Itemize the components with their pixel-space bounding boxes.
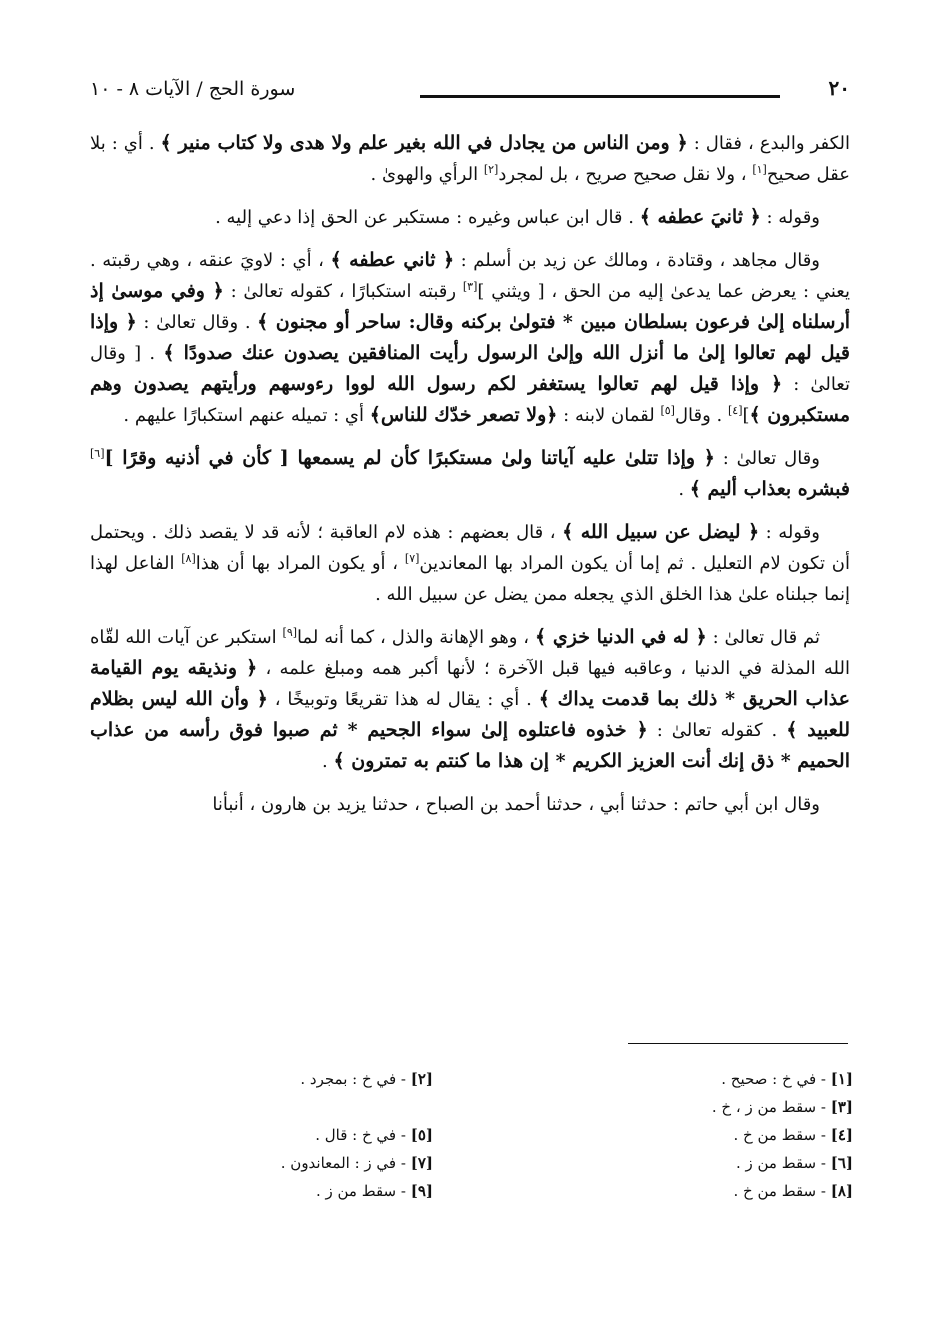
footnote-ref: [٦] bbox=[90, 447, 105, 460]
quran-quote: ﴿ وإذا قيل لهم تعالوا يستغفر لكم رسول الله لووا رءوسهم ورأيتهم يصدون وهم مستكبرون ﴾ bbox=[90, 373, 850, 426]
quran-quote: ﴿ وإذا قيل لهم تعالوا إلىٰ ما أنزل الله وإلىٰ الرسول رأيت المنافقين يصدون عنك صدودًا ﴾ bbox=[90, 311, 850, 364]
footnote-row bbox=[93, 1154, 853, 1182]
footnote-text: - في خ : صحيح . bbox=[721, 1070, 831, 1088]
paragraph bbox=[90, 443, 850, 505]
text-run: . bbox=[678, 479, 690, 500]
text-run: رقبته استكبارًا ، كقوله تعالىٰ : bbox=[223, 281, 463, 302]
text-run: ] bbox=[742, 405, 750, 426]
footnote bbox=[553, 1098, 853, 1116]
footnote-text: - سقط من خ . bbox=[733, 1182, 831, 1200]
footnote bbox=[133, 1070, 433, 1088]
footnote bbox=[133, 1154, 433, 1172]
text-run: أي : تميله عنهم استكبارًا عليهم . bbox=[123, 405, 370, 426]
footnote-number: [٩] bbox=[410, 1182, 433, 1200]
paragraph bbox=[90, 622, 850, 777]
text-run: . قال ابن عباس وغيره : مستكبر عن الحق إذا دعي إليه . bbox=[215, 207, 640, 228]
footnote-ref: [٤] bbox=[728, 404, 743, 417]
footnotes bbox=[93, 1070, 853, 1210]
quran-quote: ﴿ ثانيَ عطفه ﴾ bbox=[639, 206, 761, 228]
quran-quote: ﴿ له في الدنيا خزي ﴾ bbox=[534, 626, 707, 648]
text-run: ، أي : لاويَ عنقه ، وهي رقبته . يعني : يعرض عما يدعىٰ إليه من الحق ، [ ويثني ] bbox=[90, 250, 850, 302]
footnote-text: - في ز : المعاندون . bbox=[280, 1154, 411, 1172]
text-run: . كقوله تعالىٰ : bbox=[647, 720, 787, 741]
text-run: . أي : يقال له هذا تقريعًا وتوبيخًا ، bbox=[267, 689, 539, 710]
quran-quote: ﴿ ثاني عطفه ﴾ bbox=[330, 249, 455, 271]
text-run: . أي : بلا عقل صحيح bbox=[90, 133, 850, 185]
text-run: . وقال تعالىٰ : bbox=[136, 312, 258, 333]
footnote bbox=[133, 1182, 433, 1200]
quran-quote: فبشره بعذاب أليم ﴾ bbox=[689, 478, 850, 500]
footnote-ref: [٨] bbox=[181, 552, 196, 565]
footnote-text: - سقط من ز . bbox=[735, 1154, 831, 1172]
text-run: الفاعل لهذا إنما جبلناه علىٰ هذا الخلق الذي يجعله ممن يضل عن سبيل الله . bbox=[90, 553, 850, 605]
footnote-row bbox=[93, 1126, 853, 1154]
text-run: . [ وقال تعالىٰ : bbox=[90, 343, 850, 395]
text-run: وقوله : bbox=[759, 522, 820, 543]
footnote bbox=[553, 1182, 853, 1200]
text-run: وقال مجاهد ، وقتادة ، ومالك عن زيد بن أسلم : bbox=[454, 250, 820, 271]
text-run: ثم قال تعالىٰ : bbox=[706, 627, 820, 648]
text-run: ، قال بعضهم : هذه لام العاقبة ؛ لأنه قد لا يقصد ذلك . ويحتمل أن تكون لام التعليل . ثم إما أن يكون المراد بها المعاندين bbox=[90, 522, 850, 574]
quran-quote: ﴿ ومن الناس من يجادل في الله بغير علم ولا هدى ولا كتاب منير ﴾ bbox=[160, 132, 688, 154]
footnote-ref: [١] bbox=[752, 163, 767, 176]
quran-quote: ﴿ ونذيقه يوم القيامة عذاب الحريق * ذلك بما قدمت يداك ﴾ bbox=[90, 657, 851, 710]
text-run: وقال تعالىٰ : bbox=[714, 448, 820, 469]
footnote-number: [٨] bbox=[830, 1182, 853, 1200]
text-run: الكفر والبدع ، فقال : bbox=[687, 133, 851, 154]
paragraph bbox=[90, 517, 850, 610]
text-run: . bbox=[322, 751, 334, 772]
footnote-number: [٧] bbox=[410, 1154, 433, 1172]
quran-quote: ﴿ خذوه فاعتلوه إلىٰ سواء الجحيم * ثم صبوا فوق رأسه من عذاب الحميم * ذق إنك أنت العزيز الكريم * إن هذا ما كنتم به تمترون ﴾ bbox=[90, 719, 850, 772]
footnote-text: - سقط من ز . bbox=[315, 1182, 411, 1200]
footnote-number: [٢] bbox=[410, 1070, 433, 1088]
text-run: وقوله : bbox=[760, 207, 820, 228]
footnote-ref: [٧] bbox=[404, 552, 420, 565]
paragraph bbox=[90, 202, 850, 233]
text-run: ، أو يكون المراد بها أن هذا bbox=[195, 553, 405, 574]
quran-quote: ﴿ولا تصعر خدّك للناس﴾ bbox=[369, 404, 558, 426]
quran-quote: ﴿ وفي موسىٰ إذ أرسلناه إلىٰ فرعون بسلطان مبين * فتولىٰ بركنه وقال: ساحر أو مجنون ﴾ bbox=[90, 280, 850, 333]
footnote-ref: [٢] bbox=[483, 163, 499, 176]
text-run: ، وهو الإهانة والذل ، كما أنه لما bbox=[297, 627, 535, 648]
footnote-row bbox=[93, 1070, 853, 1098]
paragraph bbox=[90, 128, 850, 190]
footnote bbox=[553, 1070, 853, 1088]
text-run: استكبر عن آيات الله لقّاه الله المذلة في الدنيا ، وعاقبه فيها قبل الآخرة ؛ لأنها أكبر همه ومبلغ علمه ، bbox=[90, 627, 850, 679]
footnote-row bbox=[93, 1098, 853, 1126]
page-number: ٢٠ bbox=[828, 76, 850, 100]
text-run: الرأي والهوىٰ . bbox=[370, 164, 484, 185]
running-title: سورة الحج / الآيات ٨ - ١٠ bbox=[90, 78, 296, 100]
footnote bbox=[133, 1126, 433, 1144]
text-run: ، ولا نقل صحيح صريح ، بل لمجرد bbox=[498, 164, 753, 185]
text-run: وقال ابن أبي حاتم : حدثنا أبي ، حدثنا أحمد بن الصباح ، حدثنا يزيد بن هارون ، أنبأنا bbox=[212, 794, 820, 815]
footnote-text: - في خ : قال . bbox=[315, 1126, 411, 1144]
footnote bbox=[553, 1126, 853, 1144]
footnote-text: - سقط من ز ، خ . bbox=[711, 1098, 831, 1116]
text-run: لقمان لابنه : bbox=[557, 405, 661, 426]
header-rule bbox=[420, 95, 780, 98]
footnote bbox=[553, 1154, 853, 1172]
quran-quote: ﴿ ليضل عن سبيل الله ﴾ bbox=[562, 521, 760, 543]
footnote-separator bbox=[628, 1043, 848, 1044]
page-header bbox=[90, 76, 850, 110]
footnote-number: [٦] bbox=[830, 1154, 853, 1172]
text-run: . وقال bbox=[674, 405, 728, 426]
footnote-number: [٤] bbox=[830, 1126, 853, 1144]
footnote-ref: [٣] bbox=[462, 280, 478, 293]
footnote-ref: [٩] bbox=[282, 626, 298, 639]
footnote-number: [١] bbox=[830, 1070, 853, 1088]
footnote-number: [٥] bbox=[410, 1126, 433, 1144]
footnote-number: [٣] bbox=[830, 1098, 853, 1116]
quran-quote: ﴿ وإذا تتلىٰ عليه آياتنا ولىٰ مستكبرًا كأن لم يسمعها [ كأن في أذنيه وقرًا ] bbox=[104, 447, 715, 469]
quran-quote: ﴿ وأن الله ليس بظلام للعبيد ﴾ bbox=[90, 688, 850, 741]
body-text bbox=[90, 128, 850, 832]
footnote-row bbox=[93, 1182, 853, 1210]
footnote-text: - في خ : بمجرد . bbox=[300, 1070, 411, 1088]
footnote-ref: [٥] bbox=[660, 404, 675, 417]
paragraph bbox=[90, 789, 850, 820]
paragraph bbox=[90, 245, 850, 431]
footnote-text: - سقط من خ . bbox=[733, 1126, 831, 1144]
